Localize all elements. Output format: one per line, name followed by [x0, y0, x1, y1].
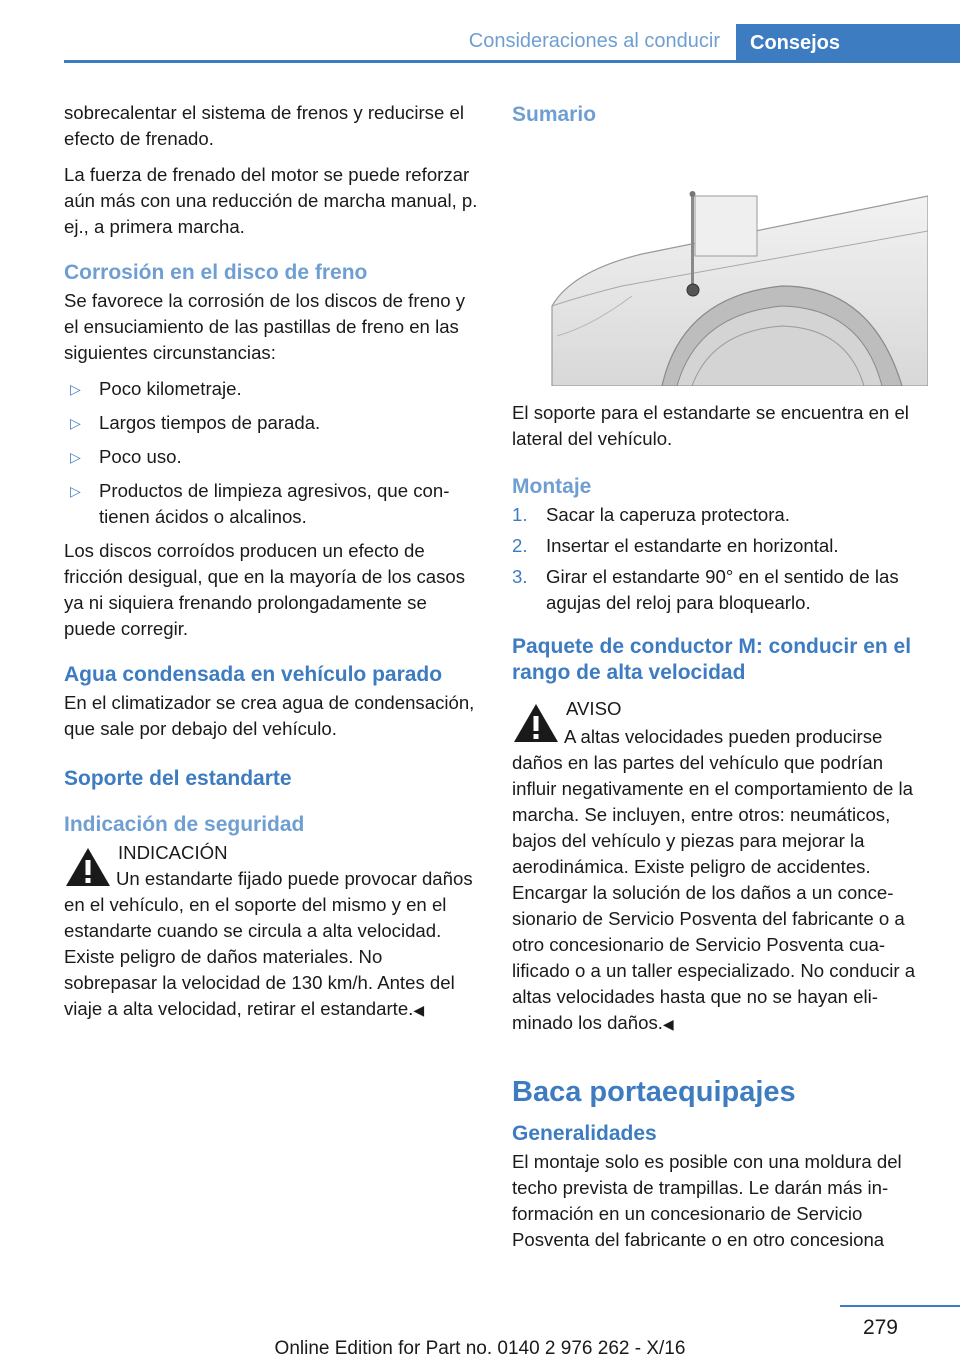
- notice-body: Un estandarte fijado puede provocar daños en el vehículo, en el soporte del mismo y en el estandarte cuando se circula a alta velocidad. Existe peligro de daños materiales. No sobrepasar la velocidad de 130 km/h. Antes del viaje a alta velocidad, retirar el estandarte.◀: [64, 868, 473, 1019]
- paragraph: Se favorece la corrosión de los discos de freno y el ensuciamiento de las pastillas de freno en las siguientes circunstancias:: [64, 290, 466, 363]
- triangle-bullet-icon: ▷: [70, 449, 81, 465]
- heading-m-driver-package: Paquete de conductor M: conducir en el rango de alta velocidad: [512, 635, 912, 684]
- list-item: 1. Sacar la caperuza protectora.: [512, 504, 790, 525]
- triangle-bullet-icon: ▷: [70, 415, 81, 431]
- notice-box: [64, 840, 480, 866]
- heading-flag-holder: Soporte del estandarte: [64, 767, 292, 790]
- left-column: [64, 100, 480, 1023]
- edition-footer: Online Edition for Part no. 0140 2 976 262 - X/16: [274, 1338, 686, 1359]
- warning-body: A altas velocidades pueden producirse daños en las partes del vehículo que podrían influir negativamente en el comportamiento de la marcha. Se incluyen, entre otros: neumáticos, bajos del vehículo y piezas para mejorar la aerodinámica. Existe peligro de accidentes. Encargar la solución de los daños a un concesionario de Servicio Posventa del fabricante o a otro concesionario de Servicio Posventa cualificado o a un taller especializado. No conducir a altas velocidades hasta que no se hayan eliminado los daños.◀: [512, 726, 916, 1033]
- heading-safety-note: Indicación de seguridad: [64, 813, 305, 836]
- footer-rule: [840, 1305, 960, 1307]
- list-item: ▷ Poco uso.: [64, 444, 480, 470]
- list-item: 2. Insertar el estandarte en horizontal.: [512, 535, 839, 556]
- header-chapter-tab: Consejos: [736, 24, 960, 62]
- paragraph: La fuerza de frenado del motor se puede reforzar aún más con una reducción de marcha manual, p. ej., a primera marcha.: [64, 164, 478, 237]
- header-section-title: Consideraciones al conducir: [468, 30, 720, 52]
- numbered-steps: [512, 502, 928, 616]
- figure-caption: El soporte para el estandarte se encuentra en el lateral del vehículo.: [512, 402, 909, 449]
- paragraph: sobrecalentar el sistema de frenos y reducirse el efecto de frenado.: [64, 102, 464, 149]
- end-mark-icon: ◀: [662, 1016, 674, 1032]
- page-number: 279: [862, 1316, 898, 1339]
- triangle-bullet-icon: ▷: [70, 483, 81, 499]
- warning-triangle-icon: [512, 702, 560, 744]
- notice-title: INDICACIÓN: [118, 842, 228, 863]
- paragraph: Los discos corroídos producen un efecto de fricción desigual, que en la mayoría de los casos ya ni siquiera frenando prolongadamente se puede corregir.: [64, 540, 466, 639]
- heading-summary: Sumario: [512, 103, 597, 126]
- warning-triangle-icon: [64, 846, 112, 888]
- list-item: ▷ Productos de limpieza agresivos, que contienen ácidos o alcalinos.: [70, 480, 450, 527]
- car-flag-holder-illustration: [512, 136, 928, 386]
- triangle-bullet-icon: ▷: [70, 381, 81, 397]
- heading-corrosion: Corrosión en el disco de freno: [64, 261, 368, 284]
- warning-title: AVISO: [566, 698, 622, 719]
- heading-mounting: Montaje: [512, 475, 592, 498]
- paragraph: El montaje solo es posible con una moldura del techo prevista de trampillas. Le darán más información en un concesionario de Servicio Posventa del fabricante o en otro concesiona: [512, 1151, 902, 1250]
- list-item: ▷ Poco kilometraje.: [64, 376, 480, 402]
- warning-box: [512, 696, 928, 722]
- right-column: [512, 100, 928, 1263]
- heading-condensed-water: Agua condensada en vehículo parado: [64, 663, 443, 686]
- paragraph: En el climatizador se crea agua de condensación, que sale por debajo del vehículo.: [64, 692, 475, 739]
- bullet-list: [64, 376, 480, 530]
- heading-roof-rack: Baca portaequipajes: [512, 1076, 796, 1108]
- list-item: ▷ Largos tiempos de parada.: [64, 410, 480, 436]
- heading-general: Generalidades: [512, 1122, 657, 1145]
- end-mark-icon: ◀: [413, 1002, 425, 1018]
- list-item: 3. Girar el estandarte 90° en el sentido de las agujas del reloj para bloquearlo.: [512, 566, 899, 613]
